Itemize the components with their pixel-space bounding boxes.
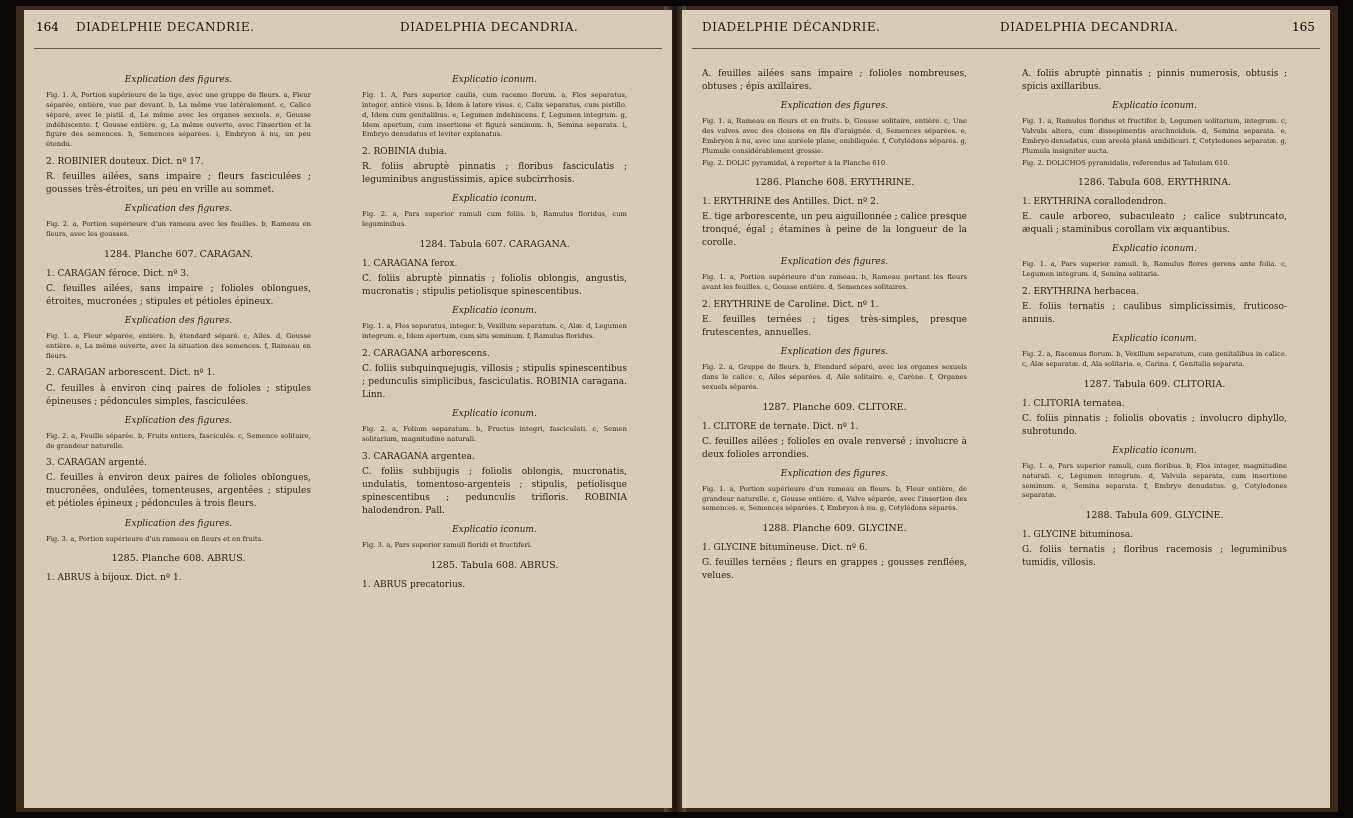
explication-heading: Explication des figures. [780, 347, 889, 358]
explication-heading: Explication des figures. [124, 518, 233, 529]
header-french: DIADELPHIE DÉCANDRIE. [702, 20, 881, 34]
header-latin: DIADELPHIA DECANDRIA. [1000, 20, 1179, 34]
figure-caption: Fig. 1. a, Flos separatus, integer. b, Vexillum separatum. c, Alæ. d, Legumen integrum. e, Idem apertum, cum situ seminum. f, Ramulus floridus. [362, 322, 627, 340]
species-description: C. feuilles ailées, sans impaire ; folioles oblongues, étroites, mucronées ; stipules et pétioles épineux. [46, 283, 311, 307]
figure-caption: Fig. 2. a, Portion supérieure d'un rameau avec les feuilles. b, Rameau en fleurs, avec les gousses. [46, 220, 311, 239]
left-page [24, 10, 672, 808]
species-heading: 1. CARAGAN féroce. Dict. nº 3. [46, 268, 189, 279]
explication-heading: Explicatio iconum. [452, 408, 537, 419]
column-french [46, 68, 311, 587]
page-number: 165 [1292, 20, 1315, 34]
figure-caption: Fig. 2. a, Feuille séparée. b, Fruits entiers, fasciculés. c, Semence solitaire, de grandeur naturelle. [46, 431, 311, 450]
plate-heading: 1284. Planche 607. CARAGAN. [104, 248, 253, 260]
explication-heading: Explicatio iconum. [452, 306, 537, 317]
species-description: C. foliis abruptè pinnatis ; foliolis oblongis, angustis, mucronatis ; stipulis petiolisque spinescentibus. [362, 273, 627, 297]
species-description: G. foliis ternatis ; floribus racemosis ; leguminibus tumidis, villosis. [1022, 545, 1287, 569]
header-rule [34, 48, 662, 49]
figure-caption: Fig. 2. a, Folium separatum. b, Fructus integri, fasciculati. c, Semen solitarium, magnitudine naturali. [362, 425, 627, 443]
right-page [682, 10, 1330, 808]
figure-caption: Fig. 1. a, Fleur séparée, entière. b, étendard séparé. c, Ailes. d, Gousse entière. e, La même ouverte, avec la situation des semences. f, Rameau en fleurs. [46, 331, 311, 360]
plate-heading: 1288. Planche 609. GLYCINE. [762, 523, 907, 535]
species-description: C. foliis subquinquejugis, villosis ; stipulis spinescentibus ; pedunculis simplicibus, fasciculatis. ROBINIA caragana. Linn. [362, 363, 627, 400]
figure-caption: Fig. 2. a, Racemus florum. b, Vexillum separatum, cum genitalibus in calice. c, Alæ separatæ. d, Ala solitaria. e, Carina. f, Genitalia separata. [1022, 350, 1287, 369]
explication-heading: Explication des figures. [124, 75, 233, 85]
species-heading: 1. ABRUS à bijoux. Dict. nº 1. [46, 573, 182, 584]
open-book [16, 6, 1338, 812]
plate-heading: 1287. Tabula 609. CLITORIA. [1083, 378, 1226, 390]
figure-caption: Fig. 1. a, Portion supérieure d'un rameau en fleurs. b, Fleur entière, de grandeur naturelle. c, Gousse entière. d, Valve séparée, avec l'insertion des semences. e, Semences séparées. f, Embryon à nu. g, Cotylédons séparés. [702, 484, 967, 513]
species-description: C. foliis subbijugis ; foliolis oblongis, mucronatis, undulatis, tomentoso-argenteis ; stipulis, petiolisque spinescentibus ; pedunculis trifloris. ROBINIA halodendron. Pall. [362, 466, 627, 516]
plate-heading: 1288. Tabula 609. GLYCINE. [1085, 510, 1224, 522]
species-description: E. tige arborescente, un peu aiguillonnée ; calice presque tronqué, égal ; étamines à peine de la longueur de la corolle. [702, 212, 967, 249]
explication-heading: Explication des figures. [124, 415, 233, 426]
explication-heading: Explicatio iconum. [1112, 445, 1197, 456]
species-description: A. feuilles ailées sans impaire ; folioles nombreuses, obtuses ; épis axillaires. [702, 69, 967, 93]
species-heading: 3. CARAGAN argenté. [46, 458, 147, 469]
plate-heading: 1287. Planche 609. CLITORE. [762, 401, 907, 413]
species-heading: 1. CLITORE de ternate. Dict. nº 1. [702, 421, 859, 432]
species-heading: 2. ROBINIER douteux. Dict. nº 17. [46, 157, 204, 168]
species-heading: 3. CARAGANA argentea. [362, 451, 475, 462]
species-heading: 1. ABRUS precatorius. [362, 579, 466, 590]
column-latin [362, 68, 627, 594]
figure-caption: Fig. 3. a, Portion supérieure d'un rameau en fleurs et en fruits. [46, 534, 264, 543]
species-heading: 1. GLYCINE bituminosa. [1022, 529, 1134, 540]
figure-caption: Fig. 1. a, Pars superior ramuli, cum floribus. b, Flos integer, magnitudine naturali. c, Legumen integrum. d, Valvula separata, cum insertione seminum. e, Semina separata. f, Embryo denudatus. g, Cotyledones separatæ. [1022, 461, 1287, 500]
species-description: E. caule arboreo, subaculeato ; calice subtruncato, æquali ; staminibus corollam vix æquantibus. [1022, 212, 1287, 236]
figure-caption: Fig. 1. A, Pars superior caulis, cum racemo florum. a, Flos separatus, integer, anticè visus. b, Idem à latere visus. c, Calix separatus, cum pistillo. d, Idem cum genitalibus. e, Legumen indehiscens. f, Legumen integrum. g, Idem apertum, cum insertione et figurâ seminum. h, Semina separata. i, Embryo denudatus et leviter explanatus. [362, 91, 627, 139]
species-heading: 2. ERYTHRINE de Caroline. Dict. nº 1. [702, 300, 879, 311]
plate-heading: 1286. Planche 608. ERYTHRINE. [754, 177, 915, 189]
figure-caption: Fig. 1. a, Portion supérieure d'un rameau. b, Rameau portant les fleurs avant les feuilles. c, Gousse entière. d, Semences solitaires. [702, 273, 967, 292]
species-heading: 2. CARAGAN arborescent. Dict. nº 1. [46, 368, 216, 379]
species-heading: 1. ERYTHRINA corallodendron. [1022, 197, 1167, 208]
figure-caption: Fig. 3. a, Pars superior ramuli floridi et fructiferi. [362, 540, 533, 549]
column-french [702, 68, 967, 587]
species-description: R. feuilles ailées, sans impaire ; fleurs fasciculées ; gousses très-étroites, un peu en vrille au sommet. [46, 172, 311, 196]
figure-caption: Fig. 2. DOLICHOS pyramidalis, referendus ad Tabulam 610. [1022, 158, 1230, 167]
figure-caption: Fig. 2. DOLIC pyramidal, à reporter à la Planche 610. [702, 158, 888, 167]
plate-heading: 1284. Tabula 607. CARAGANA. [419, 239, 570, 251]
header-rule [692, 48, 1320, 49]
figure-caption: Fig. 2. a, Grappe de fleurs. b, Etendard séparé, avec les organes sexuels dans le calice. c, Ailes séparées. d, Aile solitaire. e, Carène. f, Organes sexuels séparés. [702, 363, 967, 391]
species-heading: 2. ROBINIA dubia. [362, 147, 447, 158]
species-description: G. feuilles ternées ; fleurs en grappes ; gousses renflées, velues. [702, 558, 967, 582]
explication-heading: Explicatio iconum. [1112, 244, 1197, 255]
species-heading: 1. ERYTHRINE des Antilles. Dict. nº 2. [702, 197, 879, 208]
species-description: C. feuilles à environ cinq paires de folioles ; stipules épineuses ; pédoncules simples, fasciculées. [46, 383, 311, 407]
plate-heading: 1285. Tabula 608. ABRUS. [430, 559, 559, 571]
explication-heading: Explication des figures. [780, 101, 889, 112]
explication-heading: Explication des figures. [124, 204, 233, 215]
figure-caption: Fig. 1. a, Rameau en fleurs et en fruits. b, Gousse solitaire, entière. c, Une des valves avec des cloisons en fils d'araignée. d, Semences séparées. e, Embryon à nu, avec une auréole plane, ombiliquée. f, Cotylédons séparés. g, Plumule considérablement grossie. [702, 117, 967, 155]
header-french: DIADELPHIE DECANDRIE. [76, 20, 255, 34]
species-heading: 2. ERYTHRINA herbacea. [1022, 287, 1140, 297]
species-heading: 2. CARAGANA arborescens. [362, 348, 490, 359]
species-description: A. foliis abruptè pinnatis ; pinnis numerosis, obtusis ; spicis axillaribus. [1022, 69, 1287, 93]
explication-heading: Explication des figures. [124, 315, 233, 326]
species-description: C. feuilles ailées ; folioles en ovale renversé ; involucre à deux folioles arrondies. [702, 436, 967, 460]
species-heading: 1. GLYCINE bitumineuse. Dict. nº 6. [702, 543, 868, 554]
explication-heading: Explication des figures. [780, 257, 889, 268]
explication-heading: Explicatio iconum. [452, 75, 537, 85]
column-latin [1022, 68, 1287, 574]
species-description: C. feuilles à environ deux paires de folioles oblongues, mucronées, ondulées, tomenteuses, argentées ; stipules et pétioles épineux ; pédoncules à trois fleurs. [46, 473, 311, 510]
species-heading: 1. CLITORIA ternatea. [1022, 398, 1125, 409]
page-number: 164 [36, 20, 59, 34]
explication-heading: Explicatio iconum. [452, 194, 537, 205]
figure-caption: Fig. 1. a, Pars superior ramuli. b, Ramulus flores gerens ante folia. c, Legumen integrum. d, Semina solitaria. [1022, 260, 1287, 279]
figure-caption: Fig. 1. a, Ramulus floridus et fructifer. b, Legumen solitarium, integrum. c, Valvula altera, cum dissepimentis arachnoideis. d, Semina separata. e, Embryo denudatus, cum areolâ planâ umbilicari. f, Cotyledones separatæ. g, Plumula insigniter aucta. [1022, 117, 1287, 155]
plate-heading: 1285. Planche 608. ABRUS. [111, 553, 246, 565]
explication-heading: Explicatio iconum. [1112, 334, 1197, 345]
header-latin: DIADELPHIA DECANDRIA. [400, 20, 579, 34]
explication-heading: Explicatio iconum. [1112, 101, 1197, 112]
figure-caption: Fig. 1. A, Portion supérieure de la tige, avec une grappe de fleurs. a, Fleur séparée, entière, vue par devant. b, La même vue latéralement. c, Calice séparé, avec le pistil. d, Le même avec les organes sexuels. e, Gousse indéhiscente. f, Gousse entière. g, La même ouverte, avec l'insertion et la figure des semences. h, Semences séparées. i, Embryon à nu, un peu étendu. [46, 91, 311, 149]
species-description: R. foliis abruptè pinnatis ; floribus fasciculatis ; leguminibus angustissimis, apice subcirrhosis. [362, 162, 627, 186]
explication-heading: Explicatio iconum. [452, 524, 537, 535]
species-description: C. foliis pinnatis ; foliolis obovatis ; involucro diphyllo, subrotundo. [1022, 413, 1287, 437]
explication-heading: Explication des figures. [780, 468, 889, 479]
plate-heading: 1286. Tabula 608. ERYTHRINA. [1077, 177, 1232, 189]
species-description: E. foliis ternatis ; caulibus simplicissimis, fruticoso-annuis. [1022, 302, 1287, 326]
figure-caption: Fig. 2. a, Pars superior ramuli cum foliis. b, Ramulus floridus, cum leguminibus. [362, 210, 627, 229]
species-description: E. feuilles ternées ; tiges très-simples, presque frutescentes, annuelles. [702, 315, 967, 339]
species-heading: 1. CARAGANA ferox. [362, 258, 458, 269]
